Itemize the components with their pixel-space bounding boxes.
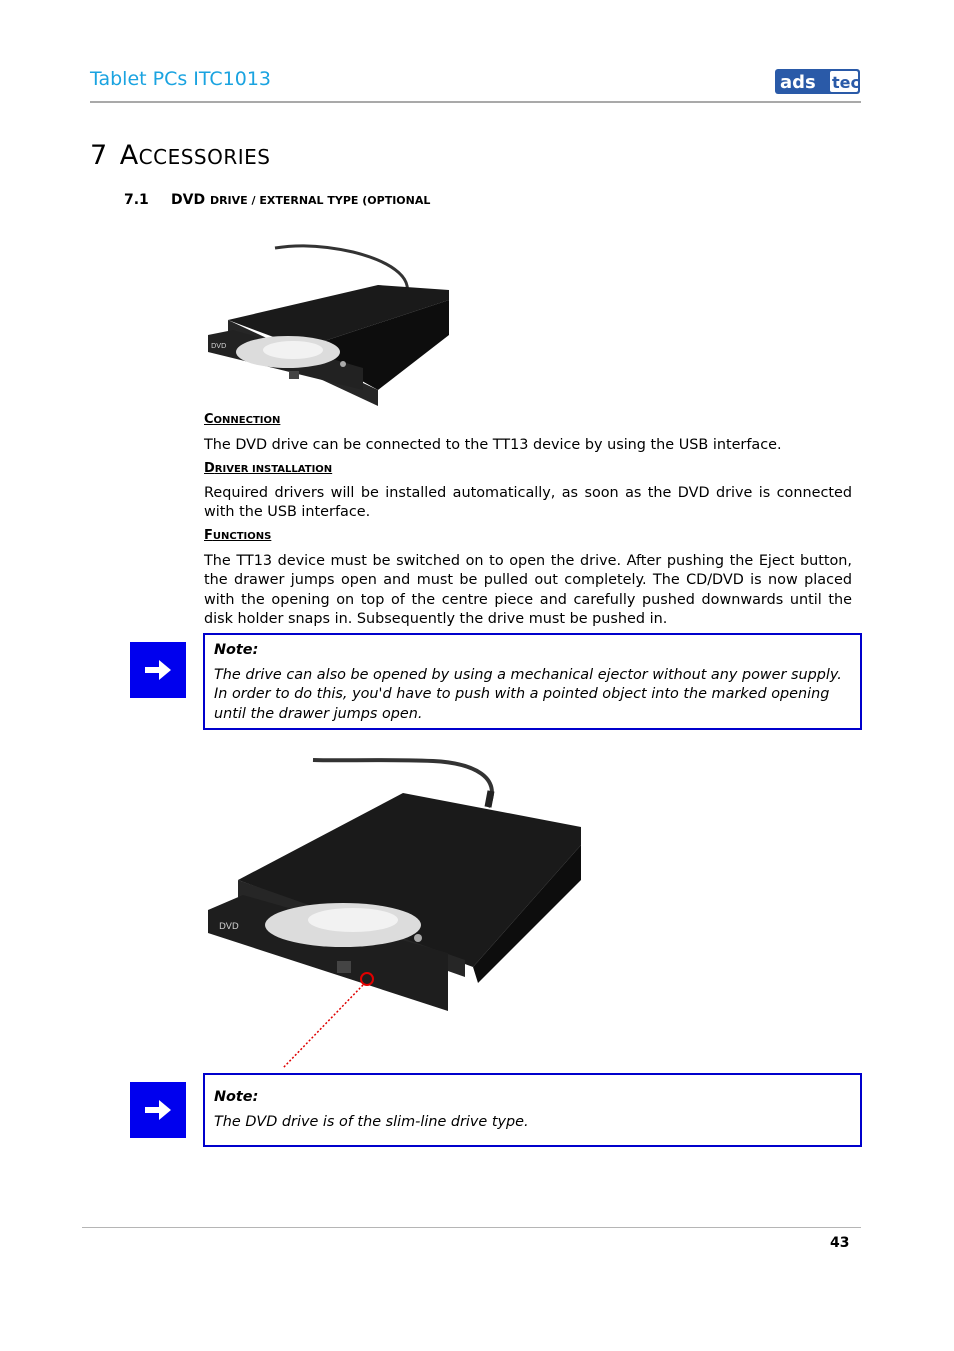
subheading-functions-rest: UNCTIONS [212,531,272,542]
page-number: 43 [830,1235,850,1251]
paragraph-functions: The TT13 device must be switched on to open the drive. After pushing the Eject button, the drawer jumps open and must be pulled out completely. The CD/DVD is now placed with the opening on top of the centre piece and carefully pushed downwards until the disk holder snaps in. Subsequently the drive must be pushed in. [204,553,852,628]
note-2-text: The DVD drive is of the slim-line drive type. [214,1114,529,1130]
paragraph-connection: The DVD drive can be connected to the TT13 device by using the USB interface. [204,437,782,453]
section-number: 7.1 [124,192,149,208]
note-icon-1 [130,642,186,698]
subheading-functions-initial: F [204,528,213,543]
subheading-connection-rest: ONNECTION [213,415,281,426]
section-title-acronym: DVD [171,192,210,208]
paragraph-driver-installation: Required drivers will be installed automatically, as soon as the DVD drive is connected with the USB interface. [204,485,852,521]
subheading-connection-initial: C [204,412,214,427]
arrow-right-icon [143,657,173,683]
subheading-driver-installation-initial: D [204,461,215,476]
dvd-drive-image-small [203,240,453,408]
section-title-last: OPTIONAL [367,194,431,207]
chapter-heading [90,140,271,171]
drive-large-dvd-label: DVD [219,922,239,932]
ads-tec-logo [775,69,860,94]
section-title-rest: DRIVE / EXTERNAL TYPE ( [209,194,368,207]
note-1-title: Note: [214,642,259,658]
note-box-2 [203,1073,862,1147]
section-heading [124,192,430,208]
note-icon-2 [130,1082,186,1138]
header-title: Tablet PCs ITC1013 [90,68,272,90]
header-divider [90,101,861,103]
subheading-driver-installation [204,461,332,476]
note-2-title: Note: [214,1089,259,1105]
chapter-title-initial: A [119,140,139,171]
chapter-number: 7 [90,140,108,171]
subheading-driver-installation-rest: RIVER INSTALLATION [214,464,333,475]
dvd-drive-image-large [203,755,588,1073]
footer-divider [82,1227,861,1228]
subheading-connection [204,412,280,427]
logo-text-tec: tec [832,73,860,92]
chapter-title-rest: CCESSORIES [138,145,271,169]
logo-text-ads: ads [780,72,816,93]
drive-small-dvd-label: DVD [211,342,227,350]
note-1-text: The drive can also be opened by using a mechanical ejector without any power supply. In order to do this, you'd have to push with a pointed object into the marked opening until the drawer jumps open. [214,667,842,722]
note-box-1 [203,633,862,730]
arrow-right-icon [143,1097,173,1123]
subheading-functions [204,528,271,543]
